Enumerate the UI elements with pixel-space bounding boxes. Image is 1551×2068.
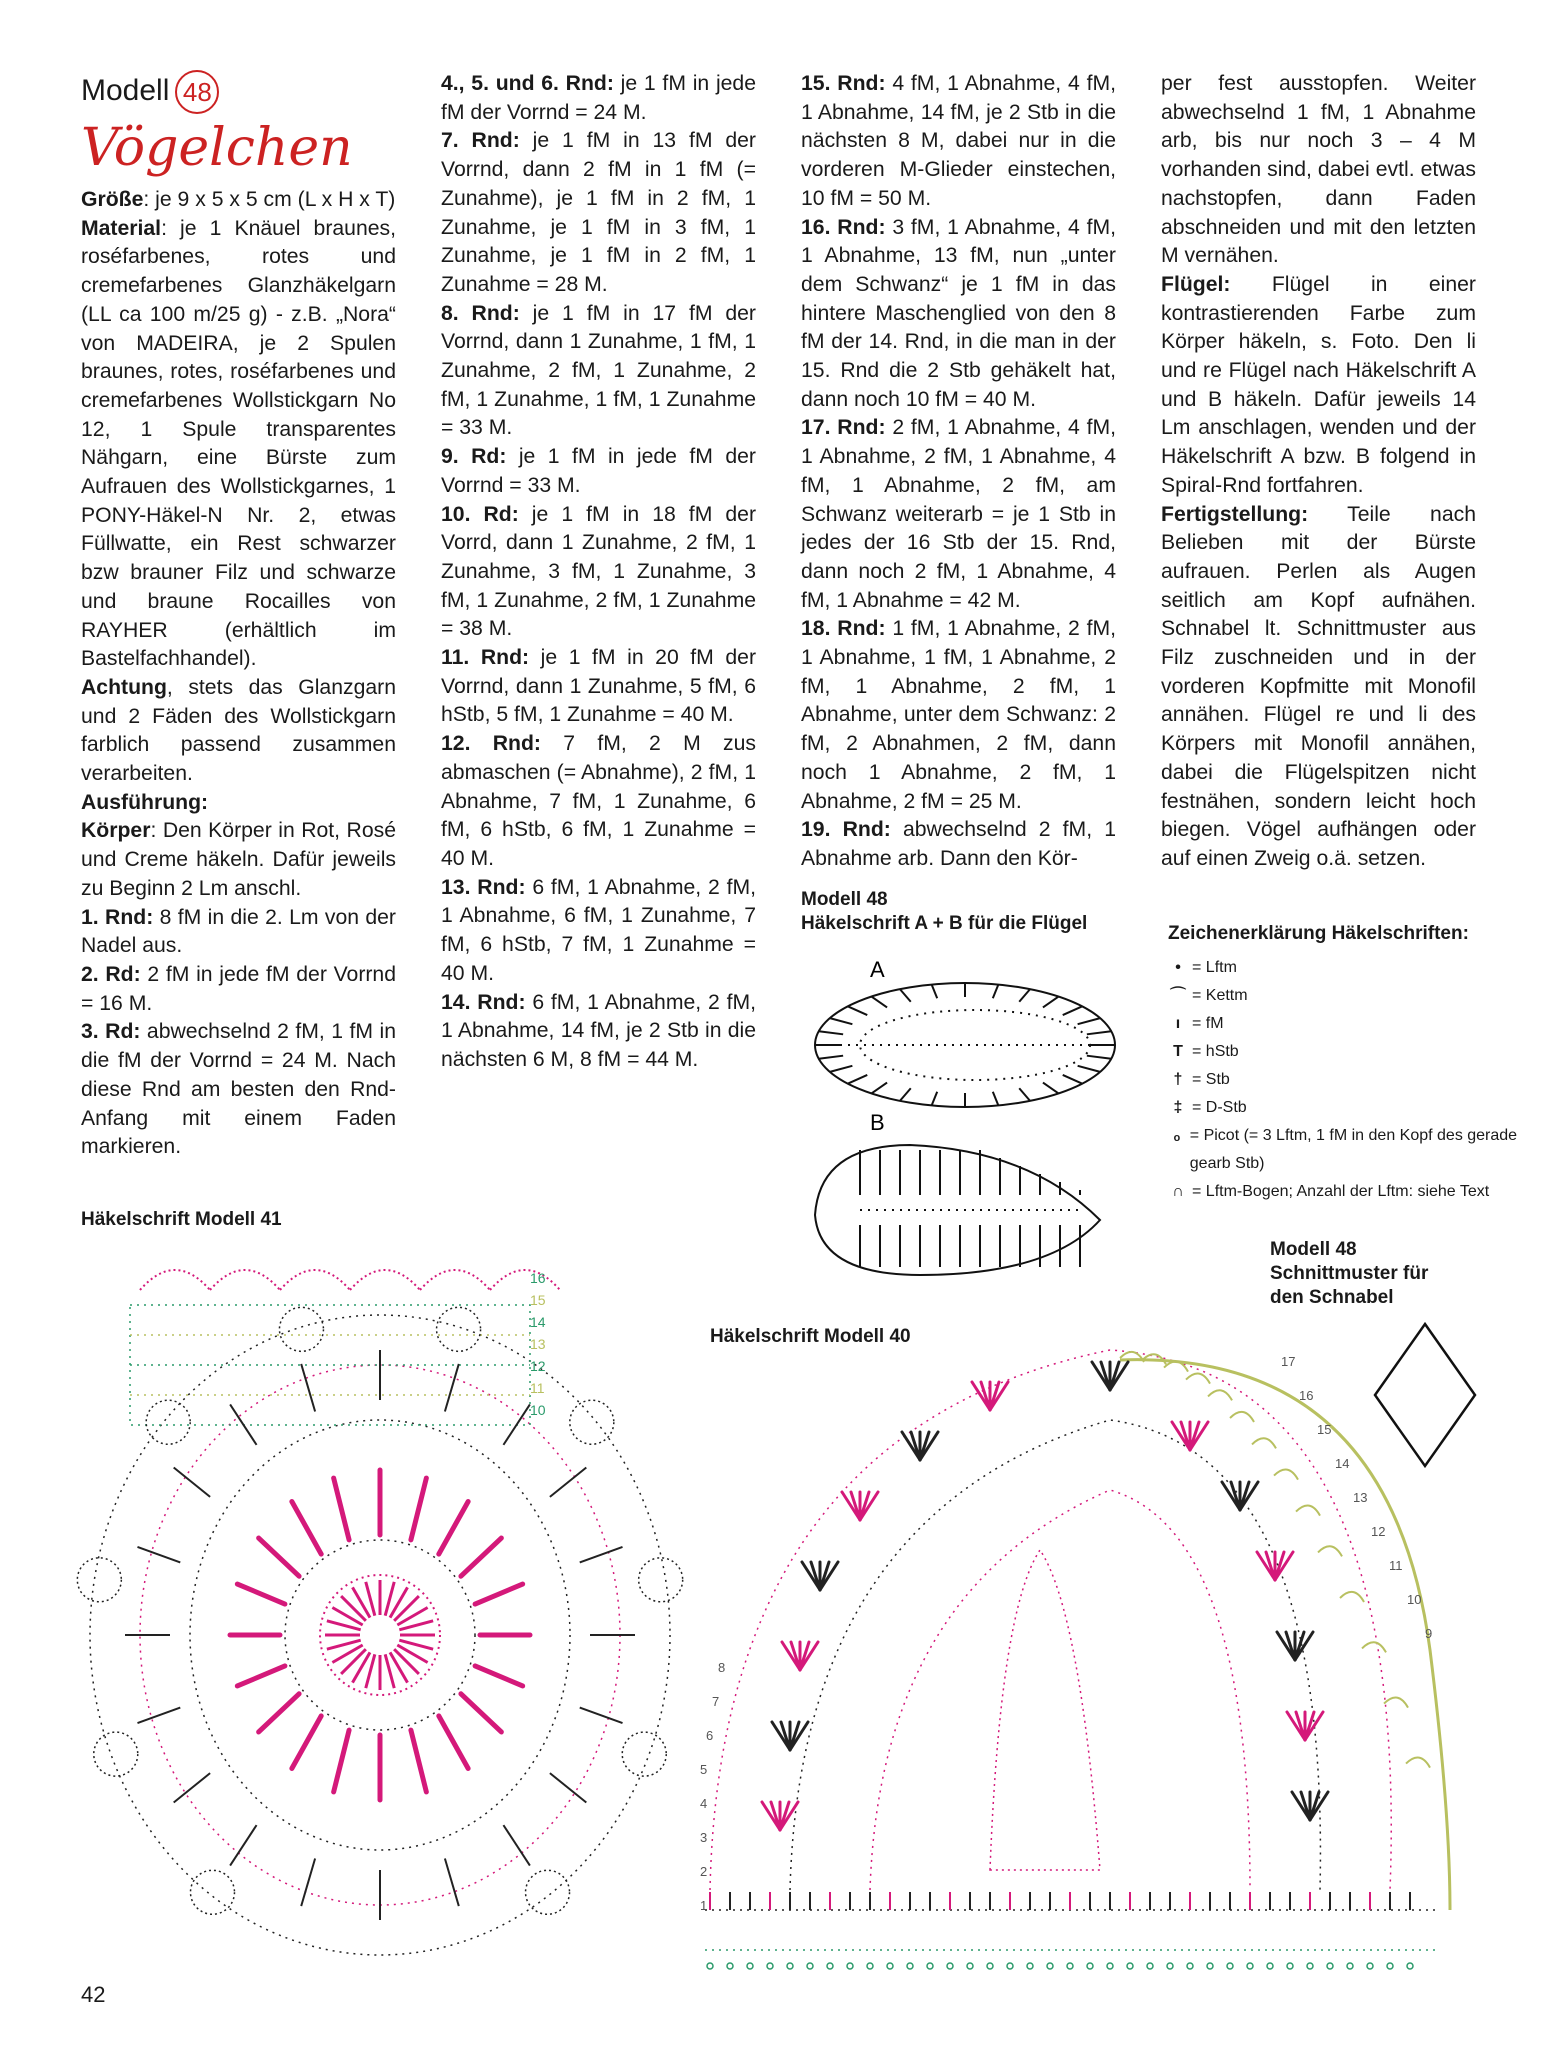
chart-41-black-stitch <box>550 1467 586 1496</box>
body-label: Körper <box>81 819 151 843</box>
chart-40-picot <box>1207 1963 1213 1969</box>
round-13-text: 6 fM, 1 Abnahme, 2 fM, 1 Abnahme, 6 fM, 1 Zunahme, 7 fM, 6 hStb, 7 fM, 1 Zunahme = 40 M. <box>441 875 756 985</box>
finishing-text: Teile nach Belieben mit der Bürste aufrauen. Perlen als Augen seitlich am Kopf aufnähen. Schnabel lt. Schnittmuster aus Filz zuschneiden und in der vorderen Kopfmitte mit Monofil annähen. Flügel re und li des Körpers mit Monofil annähen, dabei die Flügelspitzen nicht festnähen, sondern leicht hoch biegen. Vögel aufhängen oder auf einen Zweig o.ä. setzen. <box>1161 502 1476 870</box>
chart-40-row-number: 7 <box>712 1694 720 1709</box>
round-8-label: 8. Rnd: <box>441 301 520 325</box>
round-1-text: 8 fM in die 2. Lm von der Nadel aus. <box>81 905 396 958</box>
chart-40-picot <box>1327 1963 1333 1969</box>
chart-40-picot <box>1267 1963 1273 1969</box>
chart-41-magenta-stitch <box>461 1538 501 1576</box>
round-11-label: 11. Rnd: <box>441 646 530 670</box>
round-7-text: je 1 fM in 13 fM der Vorrnd, dann 2 fM in 1 fM (= Zunahme), je 1 fM in 2 fM, 1 Zunahme, je 1 fM in 3 fM, 1 Zunahme, je 1 fM in 2 fM, 1 Zunahme = 28 M. <box>441 129 756 296</box>
chart-40-picot <box>1247 1963 1253 1969</box>
chart-41-black-stitch <box>580 1547 623 1562</box>
legend-symbol-icon: † <box>1173 1071 1183 1088</box>
chart-40-picot <box>1147 1963 1153 1969</box>
round-3-text: abwechselnd 2 fM, 1 fM in die fM der Vorrnd = 24 M. Nach diese Rnd am besten den Rnd-Anfang mit einem Faden markieren. <box>81 1020 397 1159</box>
chart-40-picot <box>727 1963 733 1969</box>
chart-40-row-number: 10 <box>1407 1592 1422 1607</box>
chart-41-magenta-stitch <box>439 1716 468 1769</box>
chart-41 <box>70 1245 690 1965</box>
chart-41-black-stitch <box>137 1547 180 1562</box>
page-number: 42 <box>81 1982 106 2007</box>
chart-40-chain-loop <box>1384 1697 1408 1707</box>
chart-40-picot <box>947 1963 953 1969</box>
round-9-text: je 1 fM in jede fM der Vorrnd = 33 M. <box>441 445 756 497</box>
chart-40-picot <box>1047 1963 1053 1969</box>
chart-40 <box>690 1310 1520 1980</box>
round-19-label: 19. Rnd: <box>801 818 891 842</box>
wing-a-stitch-mark <box>848 1075 868 1084</box>
chart-40-chain-loop <box>1186 1373 1210 1383</box>
round-11-text: je 1 fM in 20 fM der Vorrnd, dann 1 Zunahme, 5 fM, 6 hStb, 5 fM, 1 Zunahme = 40 M. <box>441 646 757 727</box>
chart-41-center-stitch <box>341 1649 366 1674</box>
modell-label: Modell <box>81 73 170 107</box>
beak-caption <box>1270 1238 1428 1310</box>
legend-item <box>1168 1038 1551 1066</box>
wing-a-stitch-mark <box>1019 989 1030 1002</box>
wing-a-stitch-mark <box>932 1092 938 1106</box>
chart-40-picot <box>807 1963 813 1969</box>
chart-40-row-number: 9 <box>1425 1626 1433 1641</box>
chart-40-picot <box>787 1963 793 1969</box>
chart-40-picot <box>1107 1963 1113 1969</box>
chart-41-black-stitch <box>445 1858 459 1906</box>
legend-title: Zeichenerklärung Häkelschriften: <box>1168 923 1469 944</box>
chart-41-row-number: 13 <box>530 1336 546 1352</box>
wing-caption-line-2: Häkelschrift A + B für die Flügel <box>801 913 1088 934</box>
chart-40-row-number: 13 <box>1353 1490 1368 1505</box>
page-title: Vögelchen <box>81 118 353 178</box>
body-text: : Den Körper in Rot, Rosé und Creme häkeln. Dafür jeweils zu Beginn 2 Lm anschl. <box>81 819 396 900</box>
chart-40-picot <box>927 1963 933 1969</box>
chart-40-row-number: 3 <box>700 1830 708 1845</box>
wing-chart-a <box>815 983 1115 1107</box>
legend-text: = Kettm <box>1192 987 1248 1004</box>
column-3 <box>801 70 1116 874</box>
chart-41-magenta-stitch <box>411 1730 426 1792</box>
chart-41-black-stitch <box>137 1708 180 1723</box>
chart-41-edge-scallop <box>190 1870 234 1914</box>
wing-a-stitch-mark <box>1078 1018 1101 1024</box>
chart-40-picot <box>767 1963 773 1969</box>
wing-a-stitch-mark <box>993 985 999 999</box>
legend-item <box>1168 982 1551 1010</box>
chart-41-edge-scallop <box>639 1558 683 1602</box>
chart-40-structure <box>705 1350 1450 1950</box>
chart-40-chain-loop <box>1318 1546 1342 1556</box>
chart-40-picot <box>747 1963 753 1969</box>
legend-item <box>1168 954 1551 982</box>
wing-a-stitch-mark <box>900 1088 911 1101</box>
round-14-text: 6 fM, 1 Abnahme, 2 fM, 1 Abnahme, 14 fM, je 2 Stb in die nächsten 6 M, 8 fM = 44 M. <box>441 990 756 1071</box>
chart-41-row-number: 15 <box>530 1292 546 1308</box>
chart-40-picot <box>1187 1963 1193 1969</box>
wing-a-stitch-mark <box>1043 1083 1059 1094</box>
chart-41-magenta-stitch <box>259 1694 299 1732</box>
continuation-text: per fest ausstopfen. Weiter abwechselnd 1 fM, 1 Abnahme arb, bis nur noch 3 – 4 M vorhanden sind, dabei evtl. etwas nachstopfen, dann Faden abschneiden und mit den letzten M vernähen. <box>1161 72 1476 268</box>
round-16-label: 16. Rnd: <box>801 215 886 239</box>
legend-text: = hStb <box>1192 1043 1239 1060</box>
chart-40-stitches <box>707 1352 1433 1969</box>
chart-41-row-number: 12 <box>530 1358 546 1374</box>
chart-41-magenta-stitch <box>334 1478 349 1540</box>
chart-40-chain-loop <box>1252 1438 1276 1448</box>
chart-41-magenta-stitch <box>475 1584 523 1604</box>
chart-41-black-stitch <box>230 1404 256 1444</box>
round-14-label: 14. Rnd: <box>441 990 526 1014</box>
legend-text: = Lftm <box>1192 959 1237 976</box>
round-1-label: 1. Rnd: <box>81 905 154 929</box>
round-2-text: 2 fM in jede fM der Vorrnd = 16 M. <box>81 962 397 1015</box>
wing-a-stitch-mark <box>993 1092 999 1106</box>
legend-symbol-icon: ı <box>1175 1015 1181 1032</box>
chart-40-picot <box>1347 1963 1353 1969</box>
chart-41-structure <box>90 1305 670 1955</box>
wing-chart-caption <box>801 888 1087 936</box>
chart-40-picot <box>1407 1963 1413 1969</box>
attention-text: , stets das Glanzgarn und 2 Fäden des Wollstickgarn farblich passend zusammen verarbeiten. <box>81 675 396 786</box>
round-17-text: 2 fM, 1 Abnahme, 4 fM, 1 Abnahme, 2 fM, 1 Abnahme, 4 fM, 1 Abnahme, 2 fM, am Schwanz weiterarb = je 1 Stb in jedes der 16 Stb der 15. Rnd, dann noch 2 fM, 1 Abnahme, 4 fM, 1 Abnahme = 42 M. <box>801 416 1116 612</box>
wing-a-stitch-mark <box>900 989 911 1002</box>
chart-40-chain-loop <box>1340 1592 1364 1602</box>
chart-40-chain-loop <box>1230 1412 1254 1422</box>
column-1 <box>81 186 396 1162</box>
wing-a-stitch-mark <box>1043 997 1059 1008</box>
chart-41-black-stitch <box>301 1858 315 1906</box>
chart-40-row-number: 2 <box>700 1864 708 1879</box>
chart-41-magenta-stitch <box>237 1584 285 1604</box>
chart-40-row-numbers <box>700 1354 1432 1913</box>
execution-label: Ausführung: <box>81 790 209 814</box>
round-12-text: 7 fM, 2 M zus abmaschen (= Abnahme), 2 fM, 1 Abnahme, 7 fM, 1 Zunahme, 6 fM, 6 hStb, 6 fM, 1 Zunahme = 40 M. <box>441 732 756 870</box>
chart-40-chain-loop <box>1296 1505 1320 1515</box>
legend-item <box>1168 1178 1551 1206</box>
chart-40-row-number: 6 <box>706 1728 714 1743</box>
chart-40-picot <box>1227 1963 1233 1969</box>
chart-40-picot <box>1067 1963 1073 1969</box>
chart-40-row-number: 4 <box>700 1796 708 1811</box>
chart-41-magenta-stitch <box>292 1716 321 1769</box>
legend-text: = D-Stb <box>1192 1099 1247 1116</box>
chart-41-black-stitch <box>174 1467 210 1496</box>
chart-40-row-number: 8 <box>718 1660 726 1675</box>
chart-40-picot <box>707 1963 713 1969</box>
beak-caption-line-3: den Schnabel <box>1270 1287 1394 1308</box>
legend-text: = Stb <box>1192 1071 1230 1088</box>
round-16-text: 3 fM, 1 Abnahme, 4 fM, 1 Abnahme, 13 fM, nun „unter dem Schwanz“ je 1 fM in das hintere Maschenglied von den 8 fM der 14. Rnd, in die man in der 15. Rnd die 2 Stb gehäkelt hat, dann noch 10 fM = 40 M. <box>801 215 1116 411</box>
chart-41-black-stitch <box>174 1773 210 1802</box>
chart-41-magenta-stitch <box>237 1666 285 1686</box>
wing-a-stitch-mark <box>1063 1006 1083 1015</box>
chart-41-magenta-stitch <box>439 1502 468 1555</box>
chart-40-row-number: 12 <box>1371 1524 1386 1539</box>
wing-a-stitch-mark <box>830 1066 853 1072</box>
chart-41-black-stitch <box>503 1825 529 1865</box>
chart-41-center-stitch <box>341 1596 366 1621</box>
round-17-label: 17. Rnd: <box>801 416 886 440</box>
chart-40-picot <box>1387 1963 1393 1969</box>
chart-41-center-stitch <box>394 1649 419 1674</box>
round-15-label: 15. Rnd: <box>801 72 886 95</box>
round-18-label: 18. Rnd: <box>801 617 886 641</box>
chart-40-picot <box>867 1963 873 1969</box>
legend-item <box>1168 1094 1551 1122</box>
wing-caption-line-1: Modell 48 <box>801 889 888 910</box>
round-12-label: 12. Rnd: <box>441 732 541 756</box>
wing-a-stitch-mark <box>1019 1088 1030 1101</box>
wing-b-stitches <box>860 1150 1080 1267</box>
chart-41-center-stitch <box>394 1596 419 1621</box>
chart-41-magenta-stitch <box>461 1694 501 1732</box>
chart-41-row-number: 14 <box>530 1314 546 1330</box>
chart-41-top-scallop <box>280 1270 350 1290</box>
round-4-6-text: je 1 fM in jede fM der Vorrnd = 24 M. <box>441 72 756 124</box>
legend-item <box>1168 1010 1551 1038</box>
chart-40-picot <box>827 1963 833 1969</box>
legend-text: = Lftm-Bogen; Anzahl der Lftm: siehe Text <box>1192 1183 1490 1200</box>
chart-41-edge-scallop <box>77 1558 121 1602</box>
legend-text: = Picot (= 3 Lftm, 1 fM in den Kopf des gerade gearb Stb) <box>1189 1127 1518 1172</box>
round-3-label: 3. Rd: <box>81 1020 141 1044</box>
chart-40-row-number: 11 <box>1389 1558 1403 1573</box>
attention-label: Achtung <box>81 675 167 699</box>
chart-41-edge-scallop <box>146 1400 190 1444</box>
legend-item <box>1168 1122 1551 1178</box>
chart-41-black-stitch <box>301 1364 315 1412</box>
chart-41-black-stitch <box>445 1364 459 1412</box>
material-label: Material <box>81 216 162 240</box>
chart-40-row-number: 16 <box>1299 1388 1314 1403</box>
legend-symbol-icon: ⌒ <box>1169 987 1186 1004</box>
column-2 <box>441 70 756 1075</box>
round-10-text: je 1 fM in 18 fM der Vorrd, dann 1 Zunahme, 2 fM, 1 Zunahme, 3 fM, 1 Zunahme, 3 fM, 1 Zunahme, 2 fM, 1 Zunahme = 38 M. <box>441 502 756 641</box>
round-7-label: 7. Rnd: <box>441 129 520 153</box>
chart-40-chain-loop <box>1274 1469 1298 1479</box>
round-19-text: abwechselnd 2 fM, 1 Abnahme arb. Dann den Kör- <box>801 818 1116 870</box>
chart-41-magenta-stitch <box>411 1478 426 1540</box>
symbol-legend <box>1168 920 1551 1206</box>
chart-41-top-scallop <box>490 1270 560 1290</box>
wing-a-stitch-mark <box>932 985 938 999</box>
chart-40-picot <box>1127 1963 1133 1969</box>
round-4-6-label: 4., 5. und 6. Rnd: <box>441 72 614 95</box>
chart-41-edge-scallop <box>279 1307 323 1351</box>
wing-a-stitch-mark <box>1087 1031 1111 1034</box>
chart-40-picot <box>847 1963 853 1969</box>
chart-40-picot <box>1027 1963 1033 1969</box>
chart-41-top-scallop <box>420 1270 490 1290</box>
wing-a-stitch-mark <box>1063 1075 1083 1084</box>
chart-40-chain-loop <box>1362 1642 1386 1652</box>
material-text: : je 1 Knäuel braunes, roséfarbenes, rotes und cremefarbenes Glanzhäkelgarn (LL ca 100 m/25 g) - z.B. „Nora“ von MADEIRA, je 2 Spulen braunes, rotes, roséfarbenes und cremefarbenes Wollstickgarn No 12, 1 Spule transparentes Nähgarn, eine Bürste zum Aufrauen des Wollstickgarnes, 1 PONY-Häkel-N Nr. 2, etwas Füllwatte, ein Rest schwarzer bzw brauner Filz und schwarze und braune Rocailles von RAYHER (erhältlich im Bastelfachhandel). <box>81 216 396 671</box>
chart-40-picot <box>1367 1963 1373 1969</box>
wings-text: Flügel in einer kontrastierenden Farbe zum Körper häkeln, s. Foto. Den li und re Flügel nach Häkelschrift A und B häkeln. Dafür jeweils 14 Lm anschlagen, wenden und der Häkelschrift A bzw. B folgend in Spiral-Rnd fortfahren. <box>1161 272 1476 497</box>
chart-40-picot <box>1007 1963 1013 1969</box>
round-8-text: je 1 fM in 17 fM der Vorrnd, dann 1 Zunahme, 1 fM, 1 Zunahme, 2 fM, 1 Zunahme, 2 fM, 1 Zunahme, 1 fM, 1 Zunahme = 33 M. <box>441 301 756 440</box>
chart-41-row-number: 16 <box>530 1270 546 1286</box>
chart-41-magenta-stitch <box>334 1730 349 1792</box>
chart-40-chain-loop <box>1208 1390 1232 1400</box>
chart-41-edge-scallop <box>437 1307 481 1351</box>
chart-41-edge-scallop <box>94 1732 138 1776</box>
chart-41-edge-scallop <box>570 1400 614 1444</box>
chart-41-row-numbers <box>530 1270 546 1418</box>
size-text: : je 9 x 5 x 5 cm (L x H x T) <box>143 188 396 211</box>
size-label: Größe <box>81 188 144 211</box>
round-10-label: 10. Rd: <box>441 502 519 526</box>
chart-40-row-number: 1 <box>700 1898 708 1913</box>
chart-41-black-stitch <box>550 1773 586 1802</box>
chart-41-magenta-stitch <box>475 1666 523 1686</box>
wings-label: Flügel: <box>1161 272 1231 296</box>
chart-40-picot <box>1287 1963 1293 1969</box>
chart-40-picot <box>887 1963 893 1969</box>
chart-41-magenta-stitch <box>259 1538 299 1576</box>
chart-41-black-stitch <box>503 1404 529 1444</box>
wing-a-stitch-mark <box>830 1018 853 1024</box>
chart-40-row-number: 15 <box>1317 1422 1332 1437</box>
chart-41-edge-scallop <box>526 1870 570 1914</box>
wing-a-stitch-mark <box>1078 1066 1101 1072</box>
chart-41-black-stitch <box>230 1825 256 1865</box>
legend-symbol-icon: ∩ <box>1172 1183 1184 1200</box>
wing-a-stitch-mark <box>1087 1056 1111 1059</box>
modell-number-badge: 48 <box>175 70 219 114</box>
round-9-label: 9. Rd: <box>441 445 507 469</box>
chart-41-top-scallop <box>210 1270 280 1290</box>
chart-40-picot <box>907 1963 913 1969</box>
chart-40-row-number: 5 <box>700 1762 708 1777</box>
beak-caption-line-2: Schnittmuster für <box>1270 1263 1429 1284</box>
chart-40-picot <box>1087 1963 1093 1969</box>
chart-41-magenta-stitch <box>292 1502 321 1555</box>
chart-40-picot <box>967 1963 973 1969</box>
legend-symbol-icon: T <box>1173 1043 1183 1060</box>
round-18-text: 1 fM, 1 Abnahme, 2 fM, 1 Abnahme, 1 fM, 1 Abnahme, 2 fM, 1 Abnahme, 2 fM, 1 Abnahme, unter dem Schwanz: 2 fM, 2 Abnahmen, 2 fM, dann noch 1 Abnahme, 2 fM, 1 Abnahme, 2 fM = 25 M. <box>801 617 1116 813</box>
chart-40-picot <box>1167 1963 1173 1969</box>
round-15-text: 4 fM, 1 Abnahme, 4 fM, 1 Abnahme, 14 fM, je 2 Stb in die nächsten 8 M, dabei nur in die vorderen M-Glieder einstechen, 10 fM = 50 M. <box>801 72 1116 210</box>
wing-chart-b <box>815 1145 1100 1275</box>
chart-40-row-number: 14 <box>1335 1456 1350 1471</box>
chart-41-edge-scallop <box>622 1732 666 1776</box>
round-2-label: 2. Rd: <box>81 962 141 986</box>
wing-a-stitch-mark <box>871 997 887 1008</box>
legend-symbol-icon: ‡ <box>1173 1099 1183 1116</box>
wing-label-b: B <box>870 1110 885 1135</box>
chart-40-row-number: 17 <box>1281 1354 1296 1369</box>
chart-41-caption: Häkelschrift Modell 41 <box>81 1209 282 1230</box>
chart-40-picot <box>1307 1963 1313 1969</box>
chart-41-top-scallop <box>140 1270 210 1290</box>
legend-symbol-icon: • <box>1175 959 1181 976</box>
chart-40-chain-loop <box>1406 1757 1430 1767</box>
legend-text: = fM <box>1192 1015 1224 1032</box>
legend-symbol-icon: ₒ <box>1173 1127 1181 1144</box>
wing-a-stitch-mark <box>871 1083 887 1094</box>
chart-41-black-stitch <box>580 1708 623 1723</box>
wing-charts <box>800 945 1130 1295</box>
chart-41-top-scallop <box>350 1270 420 1290</box>
finishing-label: Fertigstellung: <box>1161 502 1309 526</box>
wing-a-stitch-mark <box>848 1006 868 1015</box>
chart-40-picot <box>987 1963 993 1969</box>
chart-41-row-number: 11 <box>530 1380 545 1396</box>
chart-41-row-number: 10 <box>530 1402 546 1418</box>
chart-40-caption: Häkelschrift Modell 40 <box>710 1326 911 1347</box>
round-13-label: 13. Rnd: <box>441 875 526 899</box>
wing-a-stitch-mark <box>819 1031 843 1034</box>
chart-41-stitches <box>125 1350 635 1920</box>
beak-caption-line-1: Modell 48 <box>1270 1239 1357 1260</box>
modell-heading <box>81 70 219 114</box>
column-4 <box>1161 70 1476 874</box>
wing-a-stitch-mark <box>819 1056 843 1059</box>
wing-label-a: A <box>870 957 885 982</box>
legend-item <box>1168 1066 1551 1094</box>
